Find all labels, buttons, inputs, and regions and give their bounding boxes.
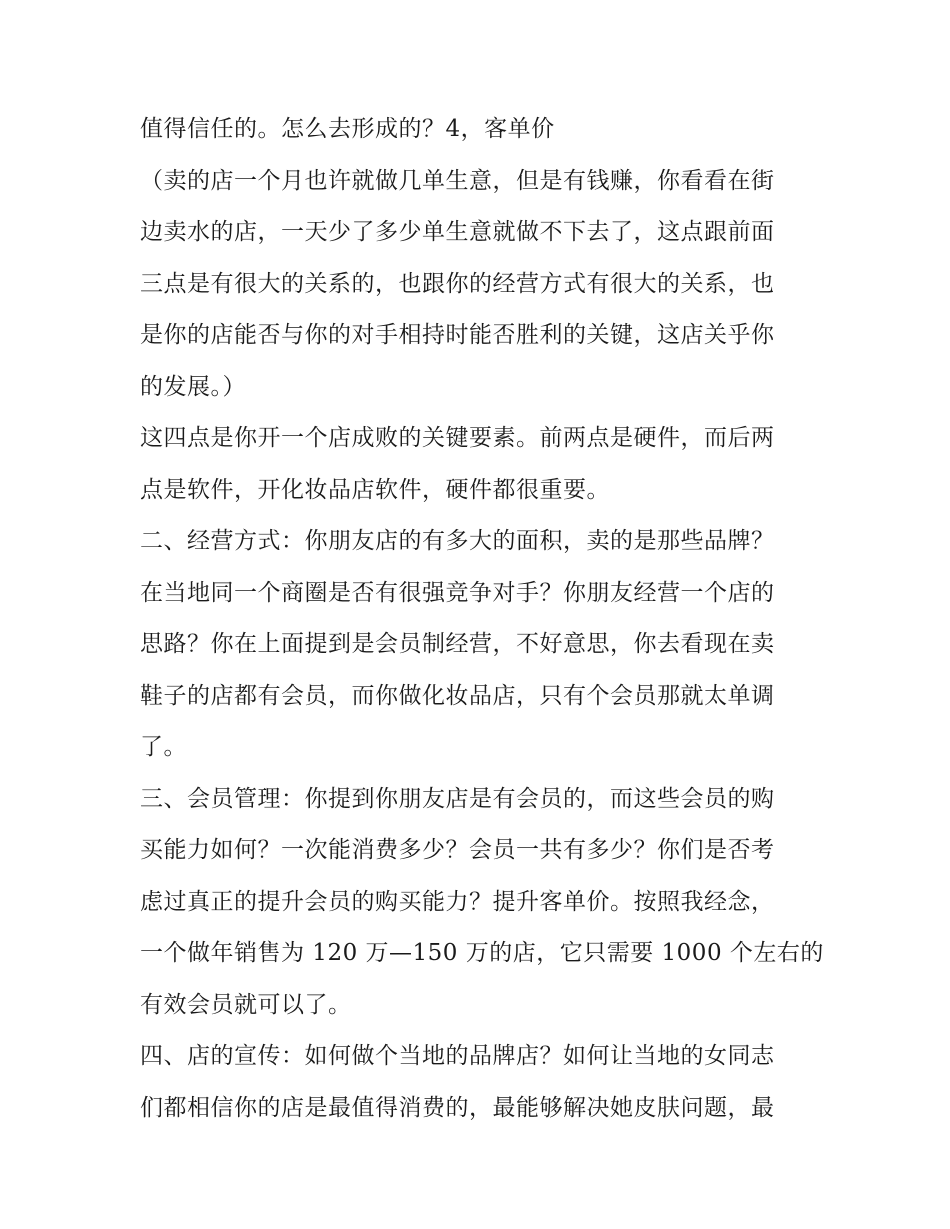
text-line: 们都相信你的店是最值得消费的，最能够解决她皮肤问题，最 bbox=[140, 1094, 775, 1121]
text-line: 了。 bbox=[140, 734, 187, 760]
text-line: 边卖水的店，一天少了多少单生意就做不下去了，这点跟前面 bbox=[140, 219, 775, 245]
text-line: 是你的店能否与你的对手相持时能否胜利的关键，这店关乎你 bbox=[140, 322, 775, 348]
text-line: 二、经营方式：你朋友店的有多大的面积，卖的是那些品牌？ bbox=[140, 528, 775, 554]
body-text bbox=[140, 104, 824, 1134]
text-line: 四、店的宣传：如何做个当地的品牌店？如何让当地的女同志 bbox=[140, 1043, 775, 1069]
text-line: 思路？你在上面提到是会员制经营，不好意思，你去看现在卖 bbox=[140, 631, 775, 657]
text-line: 三、会员管理：你提到你朋友店是有会员的，而这些会员的购 bbox=[140, 785, 775, 812]
text-line: 有效会员就可以了。 bbox=[140, 991, 352, 1018]
text-line: 在当地同一个商圈是否有很强竞争对手？你朋友经营一个店的 bbox=[140, 579, 775, 606]
text-line: 值得信任的。怎么去形成的？4，客单价 bbox=[140, 116, 555, 142]
text-line: 买能力如何？一次能消费多少？会员一共有多少？你们是否考 bbox=[140, 837, 775, 863]
text-line: 三点是有很大的关系的，也跟你的经营方式有很大的关系，也 bbox=[140, 270, 775, 297]
text-line: 的发展。） bbox=[140, 373, 246, 400]
text-line: 鞋子的店都有会员，而你做化妆品店，只有个会员那就太单调 bbox=[140, 682, 775, 709]
text-line: 一个做年销售为 120 万—150 万的店，它只需要 1000 个左右的 bbox=[140, 940, 824, 966]
text-line: 虑过真正的提升会员的购买能力？提升客单价。按照我经念， bbox=[140, 888, 775, 915]
text-line: 点是软件，开化妆品店软件，硬件都很重要。 bbox=[140, 476, 610, 503]
text-line: （卖的店一个月也许就做几单生意，但是有钱赚，你看看在街 bbox=[140, 167, 775, 194]
text-line: 这四点是你开一个店成败的关键要素。前两点是硬件，而后两 bbox=[140, 425, 775, 451]
